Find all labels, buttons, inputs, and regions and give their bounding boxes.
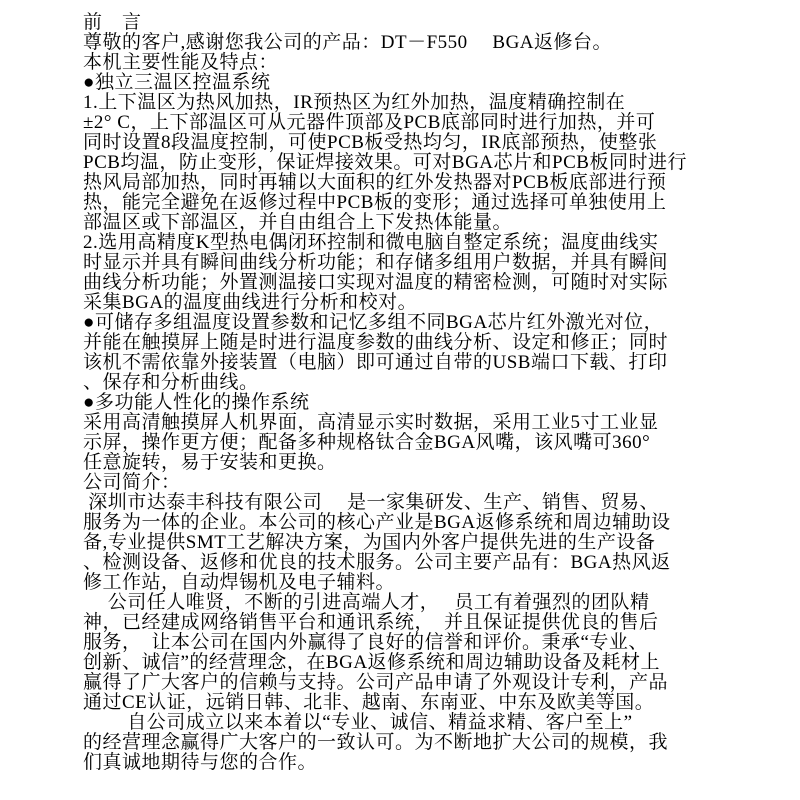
text-line: 的经营理念赢得广大客户的一致认可。为不断地扩大公司的规模，我	[83, 732, 669, 753]
text-line: 并能在触摸屏上随是时进行温度参数的曲线分析、设定和修正；同时	[83, 332, 669, 353]
text-line: 尊敬的客户,感谢您我公司的产品：DT－F550 BGA返修台。	[83, 32, 613, 53]
text-line: 服务为一体的企业。本公司的核心产业是BGA返修系统和周边辅助设	[83, 512, 671, 533]
text-line: 部温区或下部温区，并自由组合上下发热体能量。	[83, 212, 513, 233]
text-line: 热，能完全避免在返修过程中PCB板的变形；通过选择可单独使用上	[83, 192, 667, 213]
text-line: 、保存和分析曲线。	[83, 372, 259, 393]
text-line: 通过CE认证，远销日韩、北非、越南、东南亚、中东及欧美等国。	[83, 692, 655, 713]
text-line: 、检测设备、返修和优良的技术服务。公司主要产品有：BGA热风返	[83, 552, 671, 573]
text-line: 备,专业提供SMT工艺解决方案，为国内外客户提供先进的生产设备	[83, 532, 656, 553]
text-line: 公司简介：	[83, 472, 181, 493]
text-line: 1.上下温区为热风加热，IR预热区为红外加热，温度精确控制在	[83, 92, 626, 113]
text-line: 时显示并具有瞬间曲线分析功能；和存储多组用户数据，并具有瞬间	[83, 252, 669, 273]
text-line: ●多功能人性化的操作系统	[83, 392, 310, 413]
text-line: 2.选用高精度K型热电偶闭环控制和微电脑自整定系统；温度曲线实	[83, 232, 659, 253]
document-text	[83, 13, 743, 773]
text-line: 前 言	[83, 12, 142, 33]
text-line: 该机不需依靠外接装置（电脑）即可通过自带的USB端口下载、打印	[83, 352, 668, 373]
text-line: 修工作站，自动焊锡机及电子辅料。	[83, 572, 396, 593]
text-line: ●独立三温区控温系统	[83, 72, 271, 93]
text-line: 们真诚地期待与您的合作。	[83, 752, 318, 773]
text-line: 任意旋转，易于安装和更换。	[83, 452, 337, 473]
text-line: 采用高清触摸屏人机界面，高清显示实时数据，采用工业5寸工业显	[83, 412, 659, 433]
text-line: 深圳市达泰丰科技有限公司 是一家集研发、生产、销售、贸易、	[83, 492, 660, 513]
text-line: PCB均温，防止变形，保证焊接效果。可对BGA芯片和PCB板同时进行	[83, 152, 687, 173]
text-line: 本机主要性能及特点：	[83, 52, 279, 73]
text-line: ±2° C，上下部温区可从元器件顶部及PCB底部同时进行加热，并可	[83, 112, 656, 133]
text-line: 赢得了广大客户的信赖与支持。公司产品申请了外观设计专利，产品	[83, 672, 669, 693]
text-line: 神，已经建成网络销售平台和通讯系统， 并且保证提供优良的售后	[83, 612, 659, 633]
text-line: 曲线分析功能；外置测温接口实现对温度的精密检测，可随时对实际	[83, 272, 669, 293]
text-line: ●可储存多组温度设置参数和记忆多组不同BGA芯片红外激光对位，	[83, 312, 664, 333]
text-line: 创新、诚信”的经营理念，在BGA返修系统和周边辅助设备及耗材上	[83, 652, 661, 673]
text-line: 示屏，操作更方便；配备多种规格钛合金BGA风嘴，该风嘴可360°	[83, 432, 651, 453]
text-line: 同时设置8段温度控制，可使PCB板受热均匀，IR底部预热，使整张	[83, 132, 658, 153]
text-line: 采集BGA的温度曲线进行分析和校对。	[83, 292, 418, 313]
text-line: 服务， 让本公司在国内外赢得了良好的信誉和评价。秉承“专业、	[83, 632, 648, 653]
text-line: 自公司成立以来本着以“专业、诚信、精益求精、客户至上”	[83, 712, 633, 733]
text-line: 热风局部加热，同时再辅以大面积的红外发热器对PCB板底部进行预	[83, 172, 667, 193]
text-line: 公司任人唯贤，不断的引进高端人才， 员工有着强烈的团队精	[83, 592, 650, 613]
